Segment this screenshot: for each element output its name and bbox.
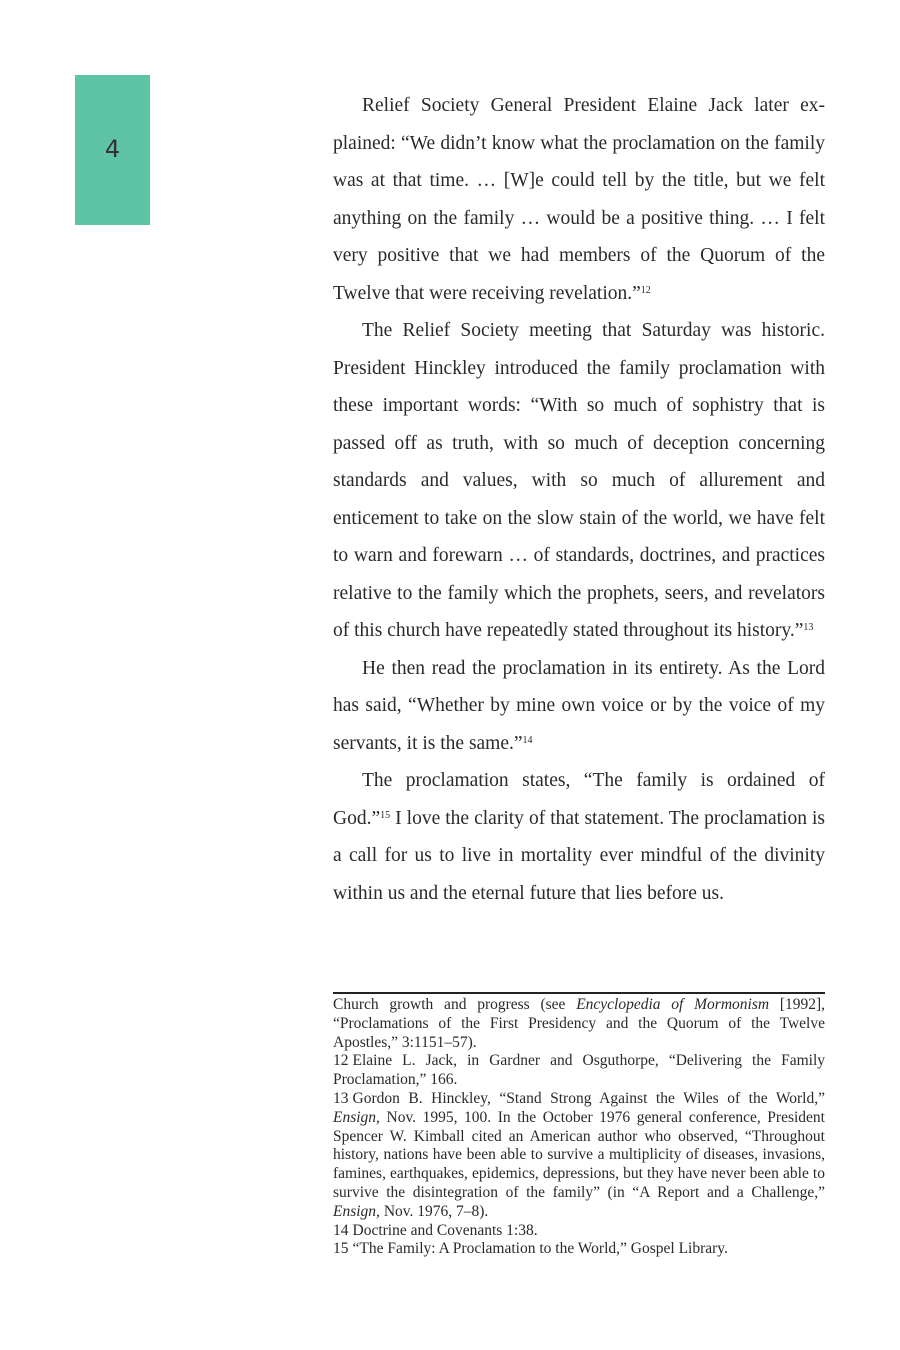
main-text — [333, 87, 825, 912]
paragraph-4-text-a: The proclamation states, “The family is ordained of God.” — [333, 770, 825, 829]
paragraph-1 — [333, 87, 825, 312]
footnote-13-number: 13 — [333, 1089, 349, 1107]
footnote-ref-12: 12 — [640, 284, 651, 296]
footnote-15-number: 15 — [333, 1240, 349, 1258]
paragraph-4-text-b: I love the clarity of that statement. The proclamation is a call for us to live in mortality ever mindful of the divinity within us and the eternal future that lies before us. — [333, 807, 825, 904]
footnote-13-title-2: Ensign, — [333, 1202, 380, 1220]
paragraph-2 — [333, 312, 825, 650]
footnote-13-text-a: Gordon B. Hinckley, “Stand Strong Against the Wiles of the World,” — [352, 1089, 825, 1107]
footnote-cont-text-b: [1992], “Proclamations of the First Presidency and the Quorum of the Twelve Apostles,” 3:1151–57). — [333, 996, 826, 1051]
footnote-13-text-b: Nov. 1995, 100. In the October 1976 general conference, President Spencer W. Kimball cited an American author who observed, “Throughout history, nations have been able to survive a multiplicity of diseases, invasions, famines, earthquakes, epidemics, depressions, but they have never been able to survive the disintegration of the family” (in “A Report and a Challenge,” — [333, 1108, 825, 1201]
footnote-15-text: “The Family: A Proclamation to the World,” Gospel Library. — [352, 1240, 728, 1258]
paragraph-3-text: He then read the proclamation in its entirety. As the Lord has said, “Whether by mine own voice or by the voice of my servants, it is the same.” — [333, 657, 825, 754]
page-number-tab — [75, 75, 150, 225]
paragraph-4 — [333, 762, 825, 912]
footnote-cont-text-a: Church growth and progress (see — [333, 996, 577, 1013]
footnote-13 — [333, 1090, 825, 1222]
footnote-14-number: 14 — [333, 1221, 349, 1239]
footnote-ref-15: 15 — [380, 809, 391, 821]
footnote-14 — [333, 1222, 825, 1241]
footnote-continuation — [333, 996, 825, 1052]
paragraph-2-text: The Relief Society meeting that Saturday was historic. President Hinckley introduced the family proclamation with these important words: “With so much of sophistry that is passed off as truth, with so much of deception concerning standards and values, with so much of allurement and enticement to take on the slow stain of the world, we have felt to warn and forewarn … of standards, doctrines, and practices relative to the family which the prophets, seers, and revelators of this church have repeatedly stated throughout its history.” — [333, 320, 825, 641]
footnote-ref-13: 13 — [803, 622, 814, 633]
footnote-14-text: Doctrine and Covenants 1:38. — [352, 1221, 538, 1239]
footnote-12-text: Elaine L. Jack, in Gardner and Osguthorpe, “Delivering the Family Proclamation,” 166. — [333, 1052, 825, 1089]
paragraph-3 — [333, 650, 825, 763]
footnote-cont-title: Encyclopedia of Mormonism — [576, 996, 770, 1013]
footnote-ref-14: 14 — [522, 734, 533, 746]
footnote-13-title-1: Ensign, — [333, 1108, 380, 1126]
footnote-15 — [333, 1240, 825, 1259]
footnote-divider — [333, 992, 825, 994]
footnotes — [333, 996, 825, 1259]
footnote-12 — [333, 1052, 825, 1090]
page-number: 4 — [104, 135, 121, 163]
paragraph-1-text: Relief Society General President Elaine Jack later explained: “We didn’t know what the proclamation on the family was at that time. … [W]e could tell by the title, but we felt anything on the family … would be a positive thing. … I felt very positive that we had members of the Quorum of the Twelve that were receiving revelation.” — [333, 95, 825, 304]
footnote-12-number: 12 — [333, 1052, 349, 1070]
footnote-13-text-c: Nov. 1976, 7–8). — [379, 1202, 489, 1220]
